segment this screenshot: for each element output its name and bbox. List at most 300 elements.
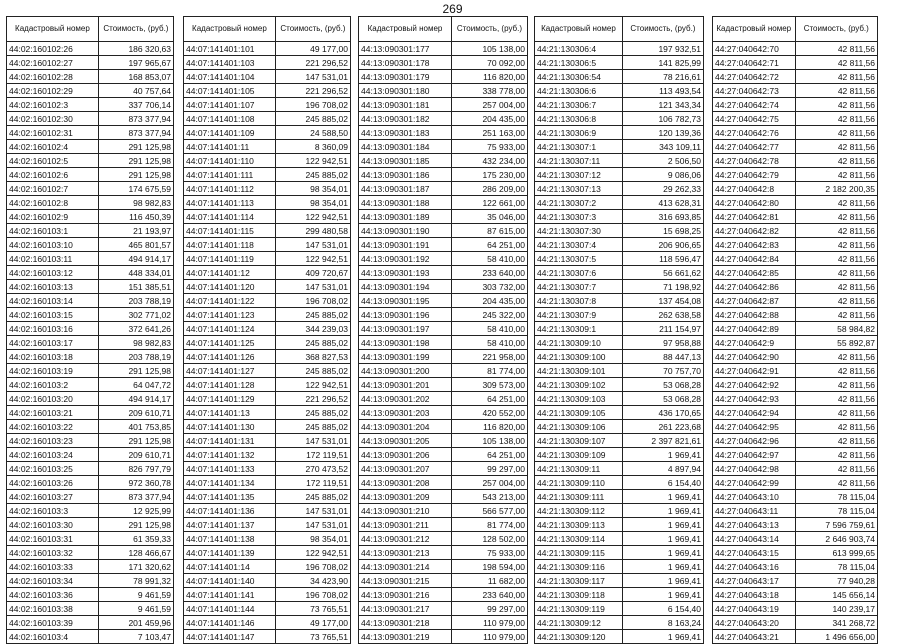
cadastral-number-cell: 44:27:040642:91: [713, 364, 796, 378]
cadastral-number-cell: 44:02:160103:3: [7, 504, 99, 518]
table-row: [359, 154, 528, 168]
cost-cell: 110 979,00: [451, 616, 527, 630]
cost-cell: 145 656,14: [795, 588, 878, 602]
table-row: [184, 630, 351, 644]
cost-cell: 97 958,88: [622, 336, 703, 350]
table-row: [7, 224, 174, 238]
cost-cell: 261 223,68: [622, 420, 703, 434]
cadastral-number-cell: 44:27:040642:72: [713, 70, 796, 84]
cadastral-number-cell: 44:13:090301:182: [359, 112, 452, 126]
cost-cell: 121 343,34: [622, 98, 703, 112]
cost-cell: 221 296,52: [275, 56, 350, 70]
cost-cell: 61 359,33: [98, 532, 173, 546]
table-row: [184, 364, 351, 378]
table-row: [7, 574, 174, 588]
cadastral-number-cell: 44:27:040642:78: [713, 154, 796, 168]
cadastral-number-cell: 44:02:160103:24: [7, 448, 99, 462]
table-row: [7, 308, 174, 322]
cost-cell: 420 552,00: [451, 406, 527, 420]
cost-cell: 171 320,62: [98, 560, 173, 574]
cost-cell: 1 969,41: [622, 630, 703, 644]
cost-cell: 42 811,56: [795, 252, 878, 266]
cadastral-table-2: [183, 16, 351, 644]
table-row: [184, 574, 351, 588]
table-row: [713, 434, 878, 448]
cadastral-number-cell: 44:27:040642:94: [713, 406, 796, 420]
cost-cell: 204 435,00: [451, 294, 527, 308]
cadastral-number-cell: 44:13:090301:194: [359, 280, 452, 294]
table-row: [713, 112, 878, 126]
cost-cell: 147 531,01: [275, 238, 350, 252]
cadastral-number-cell: 44:07:141401:128: [184, 378, 276, 392]
table-row: [7, 252, 174, 266]
cost-cell: 413 628,31: [622, 196, 703, 210]
table-row: [713, 560, 878, 574]
cost-cell: 341 268,72: [795, 616, 878, 630]
cost-cell: 113 493,54: [622, 84, 703, 98]
table-row: [184, 98, 351, 112]
cadastral-number-cell: 44:21:130309:102: [535, 378, 623, 392]
cadastral-number-cell: 44:21:130307:2: [535, 196, 623, 210]
table-row: [535, 210, 704, 224]
cost-cell: 42 811,56: [795, 126, 878, 140]
cadastral-number-cell: 44:13:090301:209: [359, 490, 452, 504]
cadastral-number-cell: 44:07:141401:101: [184, 42, 276, 56]
cost-cell: 64 251,00: [451, 238, 527, 252]
cost-cell: 122 942,51: [275, 154, 350, 168]
cost-cell: 122 942,51: [275, 252, 350, 266]
cost-cell: 71 198,92: [622, 280, 703, 294]
table-row: [535, 532, 704, 546]
table-row: [359, 616, 528, 630]
cost-cell: 9 461,59: [98, 602, 173, 616]
cadastral-number-cell: 44:07:141401:122: [184, 294, 276, 308]
table-row: [359, 238, 528, 252]
cadastral-number-cell: 44:27:040642:86: [713, 280, 796, 294]
table-row: [359, 462, 528, 476]
cadastral-number-cell: 44:02:160103:13: [7, 280, 99, 294]
cost-cell: 1 969,41: [622, 504, 703, 518]
table-row: [359, 476, 528, 490]
cost-cell: 233 640,00: [451, 588, 527, 602]
cost-cell: 42 811,56: [795, 70, 878, 84]
cost-cell: 316 693,85: [622, 210, 703, 224]
cadastral-number-cell: 44:21:130309:111: [535, 490, 623, 504]
column-header-cadastral: Кадастровый номер: [7, 17, 99, 42]
cost-cell: 81 774,00: [451, 518, 527, 532]
cost-cell: 1 969,41: [622, 588, 703, 602]
cost-cell: 372 641,26: [98, 322, 173, 336]
cost-cell: 73 765,51: [275, 602, 350, 616]
table-row: [359, 280, 528, 294]
table-row: [713, 350, 878, 364]
table-row: [713, 504, 878, 518]
table-row: [713, 574, 878, 588]
table-row: [535, 140, 704, 154]
cadastral-number-cell: 44:21:130306:4: [535, 42, 623, 56]
cost-cell: 42 811,56: [795, 476, 878, 490]
cost-cell: 11 682,00: [451, 574, 527, 588]
cost-cell: 75 933,00: [451, 140, 527, 154]
cadastral-number-cell: 44:02:160103:20: [7, 392, 99, 406]
table-row: [184, 616, 351, 630]
cadastral-number-cell: 44:27:040642:89: [713, 322, 796, 336]
cost-cell: 2 182 200,35: [795, 182, 878, 196]
table-row: [713, 98, 878, 112]
cost-cell: 42 811,56: [795, 364, 878, 378]
cost-cell: 245 885,02: [275, 490, 350, 504]
table-row: [359, 504, 528, 518]
table-row: [535, 406, 704, 420]
cadastral-number-cell: 44:13:090301:200: [359, 364, 452, 378]
cadastral-number-cell: 44:07:141401:108: [184, 112, 276, 126]
cadastral-number-cell: 44:02:160102:6: [7, 168, 99, 182]
cost-cell: 77 940,28: [795, 574, 878, 588]
cost-cell: 147 531,01: [275, 70, 350, 84]
cadastral-number-cell: 44:07:141401:133: [184, 462, 276, 476]
cadastral-number-cell: 44:07:141401:104: [184, 70, 276, 84]
cadastral-number-cell: 44:27:040643:17: [713, 574, 796, 588]
cost-cell: 42 811,56: [795, 42, 878, 56]
cadastral-number-cell: 44:13:090301:186: [359, 168, 452, 182]
table-row: [535, 154, 704, 168]
table-row: [184, 518, 351, 532]
cost-cell: 257 004,00: [451, 476, 527, 490]
cost-cell: 42 811,56: [795, 154, 878, 168]
table-row: [713, 168, 878, 182]
cost-cell: 81 774,00: [451, 364, 527, 378]
cadastral-number-cell: 44:13:090301:213: [359, 546, 452, 560]
cost-cell: 436 170,65: [622, 406, 703, 420]
cadastral-number-cell: 44:21:130309:12: [535, 616, 623, 630]
cost-cell: 309 573,00: [451, 378, 527, 392]
table-row: [7, 84, 174, 98]
table-row: [7, 490, 174, 504]
cost-cell: 58 410,00: [451, 252, 527, 266]
table-row: [184, 168, 351, 182]
cadastral-number-cell: 44:13:090301:177: [359, 42, 452, 56]
table-row: [359, 378, 528, 392]
cadastral-number-cell: 44:21:130307:8: [535, 294, 623, 308]
cadastral-number-cell: 44:07:141401:13: [184, 406, 276, 420]
cadastral-number-cell: 44:27:040642:96: [713, 434, 796, 448]
table-row: [535, 364, 704, 378]
cadastral-number-cell: 44:27:040643:18: [713, 588, 796, 602]
table-row: [7, 448, 174, 462]
cadastral-number-cell: 44:21:130309:11: [535, 462, 623, 476]
cost-cell: 42 811,56: [795, 224, 878, 238]
cadastral-number-cell: 44:13:090301:179: [359, 70, 452, 84]
table-row: [7, 406, 174, 420]
table-row: [535, 224, 704, 238]
cadastral-number-cell: 44:13:090301:191: [359, 238, 452, 252]
cost-cell: 78 115,04: [795, 504, 878, 518]
cost-cell: 2 397 821,61: [622, 434, 703, 448]
cost-cell: 42 811,56: [795, 406, 878, 420]
table-row: [7, 504, 174, 518]
cost-cell: 128 502,00: [451, 532, 527, 546]
table-row: [535, 56, 704, 70]
cadastral-number-cell: 44:27:040642:88: [713, 308, 796, 322]
cost-cell: 110 979,00: [451, 630, 527, 644]
cadastral-number-cell: 44:21:130306:7: [535, 98, 623, 112]
table-row: [713, 266, 878, 280]
column-header-cadastral: Кадастровый номер: [535, 17, 623, 42]
cost-cell: 78 216,61: [622, 70, 703, 84]
cadastral-number-cell: 44:27:040643:10: [713, 490, 796, 504]
cost-cell: 197 932,51: [622, 42, 703, 56]
cadastral-number-cell: 44:07:141401:123: [184, 308, 276, 322]
cost-cell: 4 897,94: [622, 462, 703, 476]
cadastral-number-cell: 44:27:040642:74: [713, 98, 796, 112]
cost-cell: 209 610,71: [98, 448, 173, 462]
table-row: [7, 588, 174, 602]
table-row: [184, 420, 351, 434]
table-row: [184, 322, 351, 336]
cost-cell: 291 125,98: [98, 168, 173, 182]
cadastral-number-cell: 44:13:090301:205: [359, 434, 452, 448]
table-row: [535, 448, 704, 462]
cadastral-number-cell: 44:27:040642:9: [713, 336, 796, 350]
cost-cell: 106 782,73: [622, 112, 703, 126]
table-row: [184, 378, 351, 392]
table-row: [184, 532, 351, 546]
cost-cell: 251 163,00: [451, 126, 527, 140]
cadastral-number-cell: 44:02:160103:23: [7, 434, 99, 448]
cost-cell: 56 661,62: [622, 266, 703, 280]
cost-cell: 368 827,53: [275, 350, 350, 364]
table-row: [713, 224, 878, 238]
table-row: [7, 168, 174, 182]
cost-cell: 64 251,00: [451, 448, 527, 462]
table-row: [713, 140, 878, 154]
cost-cell: 42 811,56: [795, 238, 878, 252]
cadastral-number-cell: 44:07:141401:118: [184, 238, 276, 252]
table-row: [359, 630, 528, 644]
cadastral-number-cell: 44:13:090301:206: [359, 448, 452, 462]
table-row: [184, 196, 351, 210]
cost-cell: 42 811,56: [795, 84, 878, 98]
cost-cell: 1 969,41: [622, 518, 703, 532]
cadastral-number-cell: 44:02:160103:30: [7, 518, 99, 532]
table-row: [7, 98, 174, 112]
table-row: [359, 252, 528, 266]
cadastral-number-cell: 44:07:141401:103: [184, 56, 276, 70]
table-row: [184, 266, 351, 280]
cadastral-number-cell: 44:21:130309:106: [535, 420, 623, 434]
table-row: [359, 224, 528, 238]
cadastral-number-cell: 44:21:130307:4: [535, 238, 623, 252]
cost-cell: 99 297,00: [451, 462, 527, 476]
table-row: [713, 448, 878, 462]
table-row: [359, 392, 528, 406]
table-row: [713, 294, 878, 308]
cadastral-number-cell: 44:21:130309:112: [535, 504, 623, 518]
cadastral-number-cell: 44:07:141401:12: [184, 266, 276, 280]
cadastral-number-cell: 44:13:090301:214: [359, 560, 452, 574]
table-row: [184, 210, 351, 224]
table-row: [713, 476, 878, 490]
table-row: [184, 308, 351, 322]
cost-cell: 291 125,98: [98, 364, 173, 378]
cost-cell: 196 708,02: [275, 560, 350, 574]
cadastral-number-cell: 44:02:160103:14: [7, 294, 99, 308]
table-row: [713, 518, 878, 532]
cost-cell: 221 296,52: [275, 84, 350, 98]
cadastral-number-cell: 44:07:141401:129: [184, 392, 276, 406]
cost-cell: 209 610,71: [98, 406, 173, 420]
cost-cell: 42 811,56: [795, 98, 878, 112]
table-row: [7, 336, 174, 350]
cadastral-number-cell: 44:13:090301:204: [359, 420, 452, 434]
cost-cell: 98 354,01: [275, 196, 350, 210]
table-row: [713, 210, 878, 224]
table-row: [359, 574, 528, 588]
table-row: [7, 616, 174, 630]
table-row: [184, 504, 351, 518]
cadastral-number-cell: 44:27:040642:77: [713, 140, 796, 154]
cadastral-number-cell: 44:07:141401:11: [184, 140, 276, 154]
cadastral-number-cell: 44:13:090301:192: [359, 252, 452, 266]
table-row: [7, 420, 174, 434]
cadastral-number-cell: 44:13:090301:215: [359, 574, 452, 588]
cadastral-number-cell: 44:21:130307:5: [535, 252, 623, 266]
table-row: [713, 602, 878, 616]
table-row: [713, 70, 878, 84]
cost-cell: 196 708,02: [275, 294, 350, 308]
cost-cell: 196 708,02: [275, 588, 350, 602]
table-row: [359, 84, 528, 98]
table-row: [7, 602, 174, 616]
table-row: [184, 350, 351, 364]
cadastral-number-cell: 44:07:141401:141: [184, 588, 276, 602]
cadastral-number-cell: 44:21:130307:7: [535, 280, 623, 294]
cadastral-number-cell: 44:13:090301:208: [359, 476, 452, 490]
cost-cell: 302 771,02: [98, 308, 173, 322]
cadastral-number-cell: 44:02:160102:30: [7, 112, 99, 126]
table-row: [713, 420, 878, 434]
cost-cell: 1 969,41: [622, 448, 703, 462]
cost-cell: 147 531,01: [275, 280, 350, 294]
cost-cell: 257 004,00: [451, 98, 527, 112]
table-row: [713, 252, 878, 266]
table-row: [7, 462, 174, 476]
cost-cell: 203 788,19: [98, 350, 173, 364]
cadastral-number-cell: 44:21:130309:116: [535, 560, 623, 574]
cadastral-number-cell: 44:21:130307:11: [535, 154, 623, 168]
cost-cell: 147 531,01: [275, 504, 350, 518]
table-row: [184, 224, 351, 238]
table-row: [184, 140, 351, 154]
table-row: [184, 84, 351, 98]
cadastral-number-cell: 44:27:040643:15: [713, 546, 796, 560]
column-header-cost: Стоимость, (руб.): [795, 17, 878, 42]
cadastral-number-cell: 44:13:090301:201: [359, 378, 452, 392]
cadastral-number-cell: 44:21:130309:115: [535, 546, 623, 560]
table-row: [535, 280, 704, 294]
cadastral-number-cell: 44:02:160103:10: [7, 238, 99, 252]
cadastral-number-cell: 44:02:160103:26: [7, 476, 99, 490]
cadastral-number-cell: 44:27:040642:75: [713, 112, 796, 126]
cost-cell: 147 531,01: [275, 434, 350, 448]
table-row: [7, 364, 174, 378]
cadastral-number-cell: 44:02:160103:19: [7, 364, 99, 378]
cadastral-number-cell: 44:02:160103:12: [7, 266, 99, 280]
cadastral-number-cell: 44:13:090301:190: [359, 224, 452, 238]
cost-cell: 128 466,67: [98, 546, 173, 560]
cost-cell: 204 435,00: [451, 112, 527, 126]
cost-cell: 1 969,41: [622, 490, 703, 504]
cost-cell: 566 577,00: [451, 504, 527, 518]
cost-cell: 196 708,02: [275, 98, 350, 112]
table-row: [359, 448, 528, 462]
table-row: [7, 560, 174, 574]
cadastral-number-cell: 44:07:141401:132: [184, 448, 276, 462]
cadastral-number-cell: 44:27:040642:79: [713, 168, 796, 182]
cadastral-number-cell: 44:07:141401:107: [184, 98, 276, 112]
table-row: [184, 56, 351, 70]
cost-cell: 42 811,56: [795, 420, 878, 434]
cadastral-number-cell: 44:27:040642:98: [713, 462, 796, 476]
cadastral-number-cell: 44:27:040642:82: [713, 224, 796, 238]
cadastral-number-cell: 44:02:160103:4: [7, 630, 99, 644]
table-row: [184, 252, 351, 266]
cadastral-number-cell: 44:02:160103:33: [7, 560, 99, 574]
cadastral-number-cell: 44:21:130309:105: [535, 406, 623, 420]
table-row: [535, 462, 704, 476]
table-row: [7, 182, 174, 196]
cost-cell: 245 322,00: [451, 308, 527, 322]
table-row: [535, 574, 704, 588]
cost-cell: 197 965,67: [98, 56, 173, 70]
column-header-cost: Стоимость, (руб.): [451, 17, 527, 42]
cadastral-number-cell: 44:07:141401:136: [184, 504, 276, 518]
cadastral-number-cell: 44:02:160102:7: [7, 182, 99, 196]
table-row: [359, 294, 528, 308]
cadastral-number-cell: 44:21:130307:12: [535, 168, 623, 182]
cadastral-number-cell: 44:13:090301:180: [359, 84, 452, 98]
cost-cell: 7 596 759,61: [795, 518, 878, 532]
cadastral-number-cell: 44:13:090301:181: [359, 98, 452, 112]
table-row: [359, 420, 528, 434]
cadastral-number-cell: 44:21:130306:8: [535, 112, 623, 126]
table-row: [359, 406, 528, 420]
table-row: [7, 140, 174, 154]
table-row: [535, 588, 704, 602]
cadastral-number-cell: 44:21:130309:119: [535, 602, 623, 616]
table-row: [359, 168, 528, 182]
table-row: [184, 560, 351, 574]
cost-cell: 42 811,56: [795, 308, 878, 322]
cost-cell: 291 125,98: [98, 154, 173, 168]
table-row: [713, 378, 878, 392]
cost-cell: 98 982,83: [98, 196, 173, 210]
cost-cell: 122 942,51: [275, 210, 350, 224]
cost-cell: 116 820,00: [451, 70, 527, 84]
table-row: [535, 308, 704, 322]
cost-cell: 174 675,59: [98, 182, 173, 196]
cost-cell: 42 811,56: [795, 168, 878, 182]
table-row: [535, 112, 704, 126]
cost-cell: 98 982,83: [98, 336, 173, 350]
cost-cell: 58 410,00: [451, 322, 527, 336]
cost-cell: 8 360,09: [275, 140, 350, 154]
table-row: [184, 434, 351, 448]
table-row: [535, 252, 704, 266]
table-row: [7, 546, 174, 560]
cadastral-number-cell: 44:07:141401:124: [184, 322, 276, 336]
cost-cell: 291 125,98: [98, 140, 173, 154]
